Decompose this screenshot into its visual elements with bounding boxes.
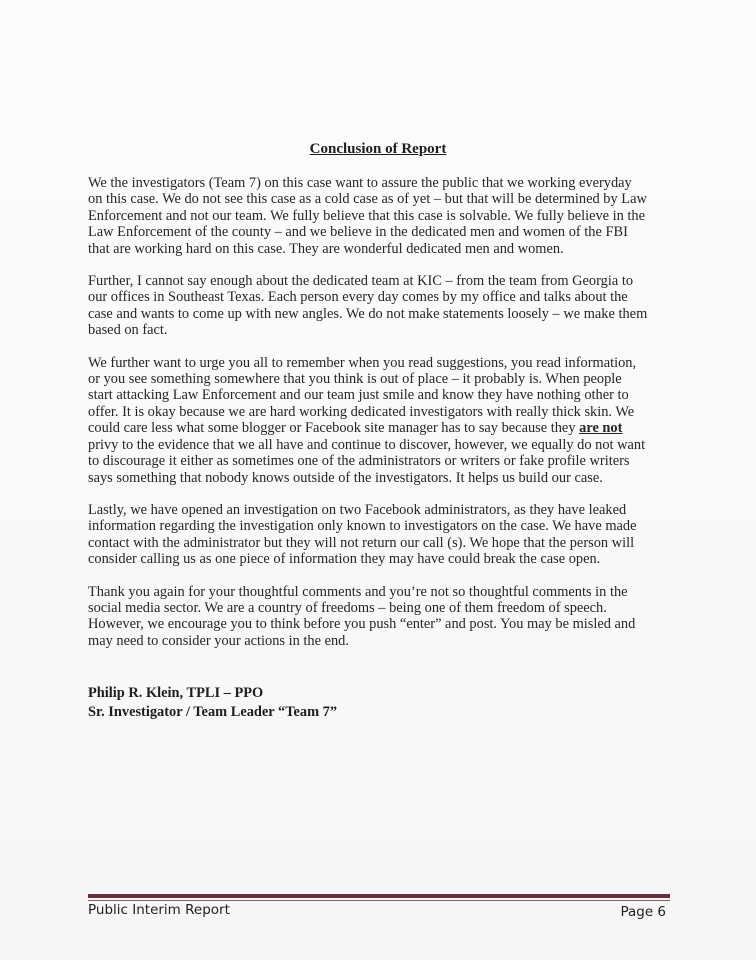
text-line: However, we encourage you to think before you push “enter” and post. You may be misled and <box>88 616 636 633</box>
text-line: offer. It is okay because we are hard working dedicated investigators with really thick skin. We <box>88 403 635 420</box>
text-line: or you see something somewhere that you think is out of place – it probably is. When people <box>88 371 622 388</box>
text-line: to discourage it either as sometimes one of the administrators or writers or fake profile writers <box>88 453 630 470</box>
signatory-role: Sr. Investigator / Team Leader “Team 7” <box>88 704 338 720</box>
text-line: We the investigators (Team 7) on this case want to assure the public that we working everyday <box>88 175 632 191</box>
text-line: based on fact. <box>88 322 168 339</box>
footer-page-number: Page 6 <box>620 904 666 920</box>
emphasis-are-not: are not <box>579 420 623 437</box>
text-line: contact with the administrator but they will not return our call (s). We hope that the person will <box>88 534 635 551</box>
text-line: social media sector. We are a country of freedoms – being one of them freedom of speech. <box>88 599 607 616</box>
text-line: case and wants to come up with new angles. We do not make statements loosely – we make them <box>88 305 648 322</box>
text-line: information regarding the investigation only known to investigators on the case. We have made <box>88 518 637 535</box>
text-line: start attacking Law Enforcement and our team just smile and know they have nothing other to <box>88 387 629 404</box>
paragraph-4 <box>88 502 674 568</box>
text-segment: could care less what some blogger or Facebook site manager has to say because they <box>88 420 580 437</box>
text-line <box>88 420 674 436</box>
footer-report-name: Public Interim Report <box>88 902 230 918</box>
text-line: Lastly, we have opened an investigation on two Facebook administrators, as they have leaked <box>88 501 627 518</box>
text-line: consider calling us as one piece of information they may have could break the case open. <box>88 551 601 568</box>
text-line: We further want to urge you all to remember when you read suggestions, you read information, <box>88 354 637 371</box>
text-line: our offices in Southeast Texas. Each person every day comes by my office and talks about the <box>88 289 628 306</box>
footer-divider-thin <box>88 900 670 901</box>
text-line: Further, I cannot say enough about the dedicated team at KIC – from the team from Georgia to <box>88 273 634 290</box>
text-line: privy to the evidence that we all have and continue to discover, however, we equally do not want <box>88 436 646 453</box>
text-line: on this case. We do not see this case as a cold case as of yet – but that will be determined by Law <box>88 191 647 208</box>
text-line: Thank you again for your thoughtful comments and you’re not so thoughtful comments in the <box>88 583 628 600</box>
signatory-name: Philip R. Klein, TPLI – PPO <box>88 685 264 701</box>
signature-block <box>88 684 337 722</box>
text-line: says something that nobody knows outside of the investigators. It helps us build our case. <box>88 469 603 486</box>
text-line: may need to consider your actions in the end. <box>88 632 349 649</box>
text-line: that are working hard on this case. They are wonderful dedicated men and women. <box>88 240 564 257</box>
paragraph-1 <box>88 175 674 257</box>
report-body <box>88 175 674 665</box>
text-line: Law Enforcement of the county – and we believe in the dedicated men and women of the FBI <box>88 224 628 241</box>
footer-divider <box>88 894 670 898</box>
paragraph-5 <box>88 584 674 650</box>
text-line: Enforcement and not our team. We fully believe that this case is solvable. We fully believe in the <box>88 207 646 224</box>
paragraph-2 <box>88 273 674 339</box>
paragraph-3 <box>88 355 674 486</box>
report-title: Conclusion of Report <box>309 141 447 157</box>
